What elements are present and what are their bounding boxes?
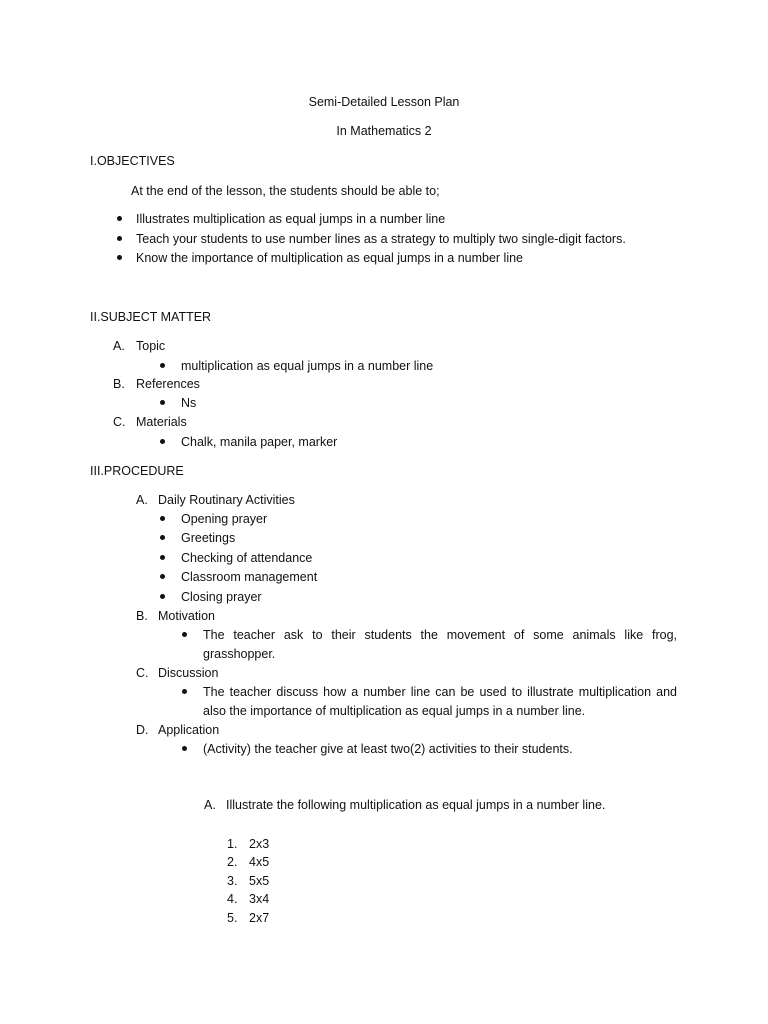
activity-item-number: 1. — [227, 837, 238, 851]
daily-activity-item: Greetings — [181, 531, 236, 545]
bullet-icon — [160, 594, 165, 599]
activity-item-expr: 3x4 — [249, 892, 270, 906]
bullet-icon — [117, 255, 122, 260]
activity-item-expr: 5x5 — [249, 874, 270, 888]
activity-item-expr: 2x3 — [249, 837, 270, 851]
section-marker: B. — [136, 609, 148, 623]
bullet-icon — [182, 746, 187, 751]
activity-instruction: Illustrate the following multiplication as equal jumps in a number line. — [226, 798, 606, 812]
section-marker: D. — [136, 723, 149, 737]
bullet-icon — [182, 689, 187, 694]
activity-item-number: 3. — [227, 874, 238, 888]
procedure-heading: III.PROCEDURE — [90, 464, 184, 478]
materials-item: Chalk, manila paper, marker — [181, 435, 338, 449]
section-marker: A. — [113, 339, 125, 353]
bullet-icon — [160, 516, 165, 521]
bullet-icon — [160, 400, 165, 405]
bullet-icon — [117, 236, 122, 241]
objective-item: Teach your students to use number lines as a strategy to multiply two single-digit factors. — [136, 232, 626, 246]
objective-item: Illustrates multiplication as equal jumps in a number line — [136, 212, 446, 226]
document-subtitle: In Mathematics 2 — [336, 124, 432, 138]
application-text: (Activity) the teacher give at least two(2) activities to their students. — [203, 742, 573, 756]
objectives-intro: At the end of the lesson, the students should be able to; — [131, 184, 440, 198]
activity-item-number: 2. — [227, 855, 238, 869]
discussion-label: Discussion — [158, 666, 219, 680]
activity-item-number: 5. — [227, 911, 238, 925]
daily-activity-item: Opening prayer — [181, 512, 268, 526]
bullet-icon — [160, 555, 165, 560]
discussion-text: The teacher discuss how a number line can be used to illustrate multiplication and also the importance of multiplication as equal jumps in a number line. — [203, 685, 677, 718]
section-marker: A. — [136, 493, 148, 507]
bullet-icon — [182, 632, 187, 637]
daily-activities-label: Daily Routinary Activities — [158, 493, 295, 507]
topic-label: Topic — [136, 339, 166, 353]
objective-item: Know the importance of multiplication as equal jumps in a number line — [136, 251, 524, 265]
subject-matter-heading: II.SUBJECT MATTER — [90, 310, 212, 324]
references-label: References — [136, 377, 200, 391]
references-item: Ns — [181, 396, 197, 410]
topic-item: multiplication as equal jumps in a number line — [181, 359, 434, 373]
activity-item-number: 4. — [227, 892, 238, 906]
document-title: Semi-Detailed Lesson Plan — [308, 95, 460, 109]
bullet-icon — [160, 535, 165, 540]
motivation-label: Motivation — [158, 609, 215, 623]
activity-item-expr: 4x5 — [249, 855, 270, 869]
section-marker: C. — [136, 666, 149, 680]
daily-activity-item: Checking of attendance — [181, 551, 313, 565]
section-marker: B. — [113, 377, 125, 391]
application-label: Application — [158, 723, 220, 737]
bullet-icon — [160, 439, 165, 444]
activity-item-expr: 2x7 — [249, 911, 270, 925]
motivation-text: The teacher ask to their students the movement of some animals like frog, grasshopper. — [203, 628, 677, 661]
materials-label: Materials — [136, 415, 187, 429]
activity-marker: A. — [204, 798, 216, 812]
objectives-heading: I.OBJECTIVES — [90, 154, 175, 168]
daily-activity-item: Closing prayer — [181, 590, 262, 604]
daily-activity-item: Classroom management — [181, 570, 318, 584]
bullet-icon — [160, 363, 165, 368]
section-marker: C. — [113, 415, 126, 429]
bullet-icon — [160, 574, 165, 579]
bullet-icon — [117, 216, 122, 221]
